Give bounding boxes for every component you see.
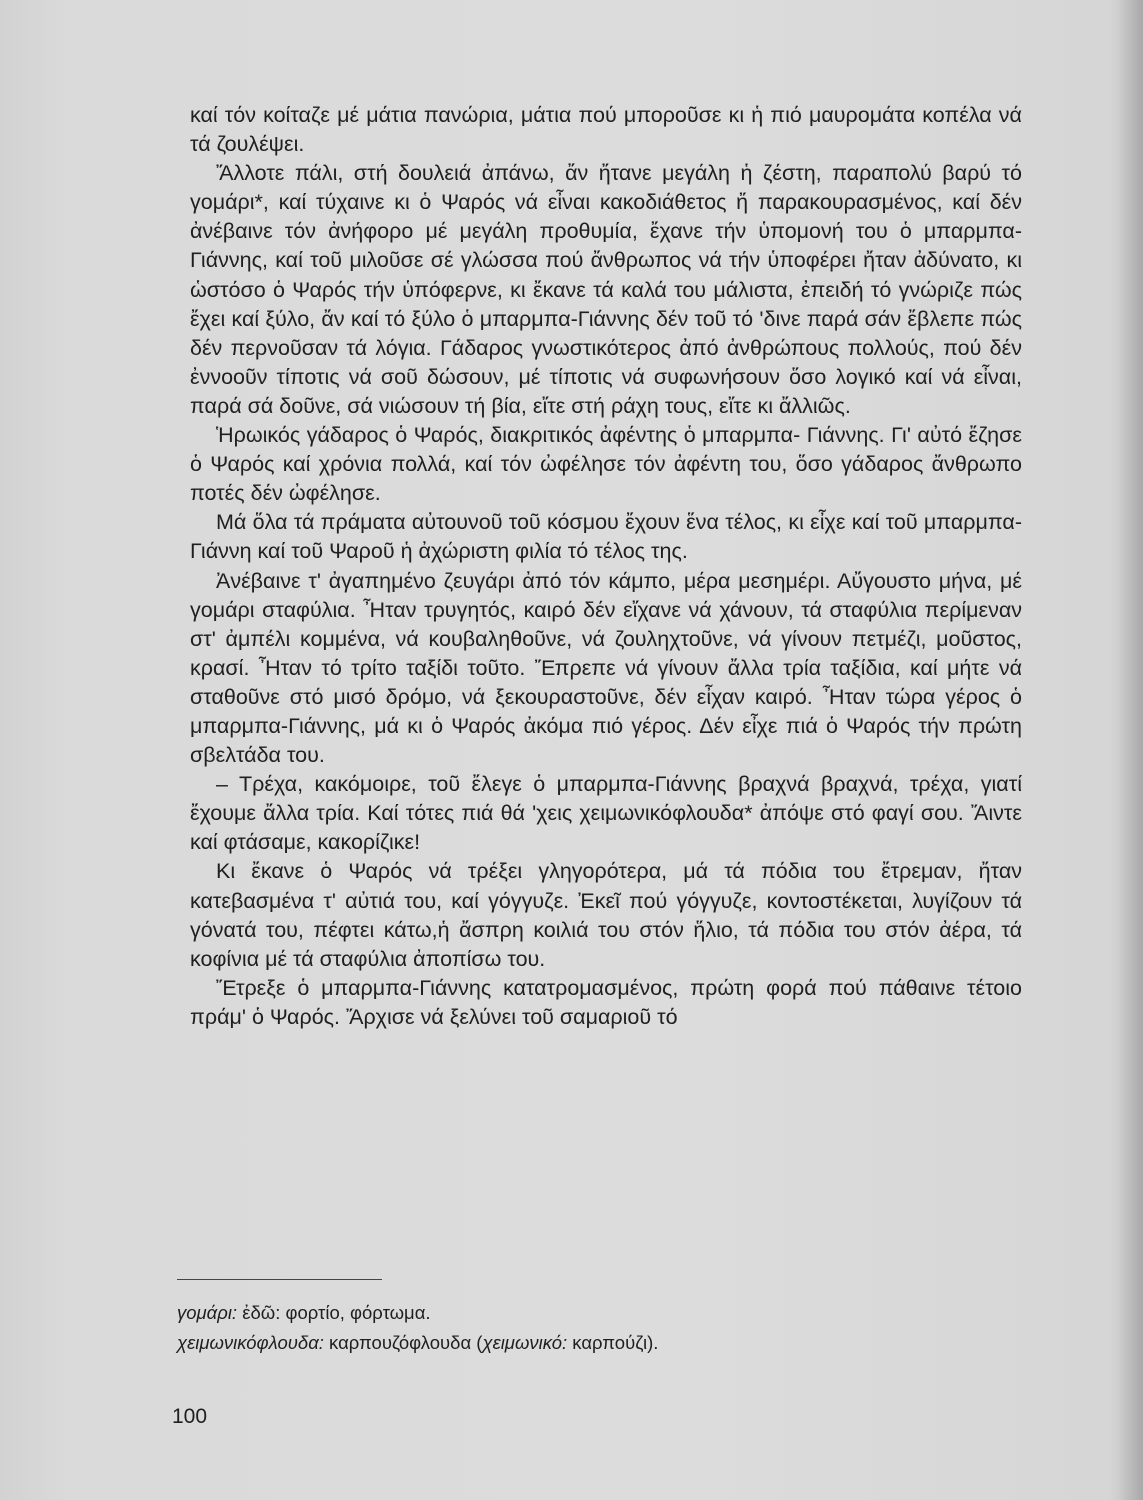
paragraph: Κι ἔκανε ὁ Ψαρός νά τρέξει γληγορότερα, μά τά πόδια του ἔτρεμαν, ἤταν κατεβασμένα τ' αὐτιά του, καί γόγγυζε. Ἐκεῖ πού γόγγυζε, κοντοστέκεται, λυγίζουν τά γόνατά του, πέφτει κάτω,ἡ ἄσπρη κοιλιά του στόν ἥλιο, τά πόδια του στόν ἀέρα, τά κοφίνια μέ τά σταφύλια ἀποπίσω του.	[190, 859, 1022, 971]
footnote-definition: ἐδῶ: φορτίο, φόρτωμα.	[237, 1302, 431, 1323]
paragraph: Μά ὅλα τά πράματα αὐτουνοῦ τοῦ κόσμου ἔχουν ἕνα τέλος, κι εἶχε καί τοῦ μπαρμπα-Γιάννη καί τοῦ Ψαροῦ ἡ ἀχώριστη φιλία τό τέλος της.	[190, 510, 1022, 564]
footnote	[177, 1298, 1037, 1328]
footnote-term: χειμωνικό:	[482, 1332, 568, 1353]
paragraph: – Τρέχα, κακόμοιρε, τοῦ ἔλεγε ὁ μπαρμπα-Γιάννης βραχνά βραχνά, τρέχα, γιατί ἔχουμε ἄλλα τρία. Καί τότες πιά θά 'χεις χειμωνικόφλουδα* ἀπόψε στό φαγί σου. Ἄιντε καί φτάσαμε, κακορίζικε!	[190, 772, 1022, 855]
paragraph: Ἔτρεξε ὁ μπαρμπα-Γιάννης κατατρομασμένος, πρώτη φορά πού πάθαινε τέτοιο πράμ' ὁ Ψαρός. Ἄρχισε νά ξελύνει τοῦ σαμαριοῦ τό	[190, 975, 1022, 1029]
paragraph: Ἡρωικός γάδαρος ὁ Ψαρός, διακριτικός ἀφέντης ὁ μπαρμπα- Γιάννης. Γι' αὐτό ἔζησε ὁ Ψαρός καί χρόνια πολλά, καί τόν ὠφέλησε τόν ἀφέντη του, ὅσο γάδαρος ἄνθρωπο ποτές δέν ὠφέλησε.	[190, 423, 1022, 506]
body-text	[190, 101, 1022, 1032]
footnote-divider	[177, 1279, 382, 1280]
footnote-definition: καρπούζι).	[567, 1332, 659, 1353]
page-number: 100	[172, 1405, 208, 1428]
footnote-term: χειμωνικόφλουδα:	[177, 1332, 324, 1353]
page-edge-shadow	[1117, 0, 1143, 1500]
footnote-term: γομάρι:	[177, 1302, 238, 1323]
paragraph: Ἀνέβαινε τ' ἀγαπημένο ζευγάρι ἀπό τόν κάμπο, μέρα μεσημέρι. Αὔγουστο μήνα, μέ γομάρι σταφύλια. Ἦταν τρυγητός, καιρό δέν εἴχανε νά χάνουν, τά σταφύλια περίμεναν στ' ἀμπέλι κομμένα, νά κουβαληθοῦνε, νά ζουληχτοῦνε, νά γίνουν πετμέζι, μοῦστος, κρασί. Ἦταν τό τρίτο ταξίδι τοῦτο. Ἔπρεπε νά γίνουν ἄλλα τρία ταξίδια, καί μήτε νά σταθοῦνε στό μισό δρόμο, νά ξεκουραστοῦνε, δέν εἶχαν καιρό. Ἦταν τώρα γέρος ὁ μπαρμπα-Γιάννης, μά κι ὁ Ψαρός ἀκόμα πιό γέρος. Δέν εἶχε πιά ὁ Ψαρός τήν πρώτη σβελτάδα του.	[190, 568, 1022, 768]
paragraph: καί τόν κοίταζε μέ μάτια πανώρια, μάτια πού μποροῦσε κι ἡ πιό μαυρομάτα κοπέλα νά τά ζουλέψει.	[190, 103, 1022, 157]
footnote-definition: καρπουζόφλουδα (	[323, 1332, 483, 1353]
footnote	[177, 1328, 1037, 1358]
paragraph: Ἄλλοτε πάλι, στή δουλειά ἀπάνω, ἄν ἤτανε μεγάλη ἡ ζέστη, παραπολύ βαρύ τό γομάρι*, καί τύχαινε κι ὁ Ψαρός νά εἶναι κακοδιάθετος ἤ παρακουρασμένος, καί δέν ἀνέβαινε τόν ἀνήφορο μέ μεγάλη προθυμία, ἔχανε τήν ὑπομονή του ὁ μπαρμπα-Γιάννης, καί τοῦ μιλοῦσε σέ γλώσσα πού ἄνθρωπος νά τήν ὑποφέρει ἤταν ἀδύνατο, κι ὡστόσο ὁ Ψαρός τήν ὑπόφερνε, κι ἔκανε τά καλά του μάλιστα, ἐπειδή τό γνώριζε πώς ἔχει καί ξύλο, ἄν καί τό ξύλο ὁ μπαρμπα-Γιάννης δέν τοῦ τό 'δινε παρά σάν ἔβλεπε πώς δέν περνοῦσαν τά λόγια. Γάδαρος γνωστικότερος ἀπό ἀνθρώπους πολλούς, πού δέν ἐννοοῦν τίποτις νά σοῦ δώσουν, μέ τίποτις νά συφωνήσουν ὅσο λογικό καί νά εἶναι, παρά σά δοῦνε, σά νιώσουν τή βία, εἴτε στή ράχη τους, εἴτε κι ἄλλιῶς.	[190, 161, 1022, 418]
footnotes	[177, 1298, 1037, 1358]
